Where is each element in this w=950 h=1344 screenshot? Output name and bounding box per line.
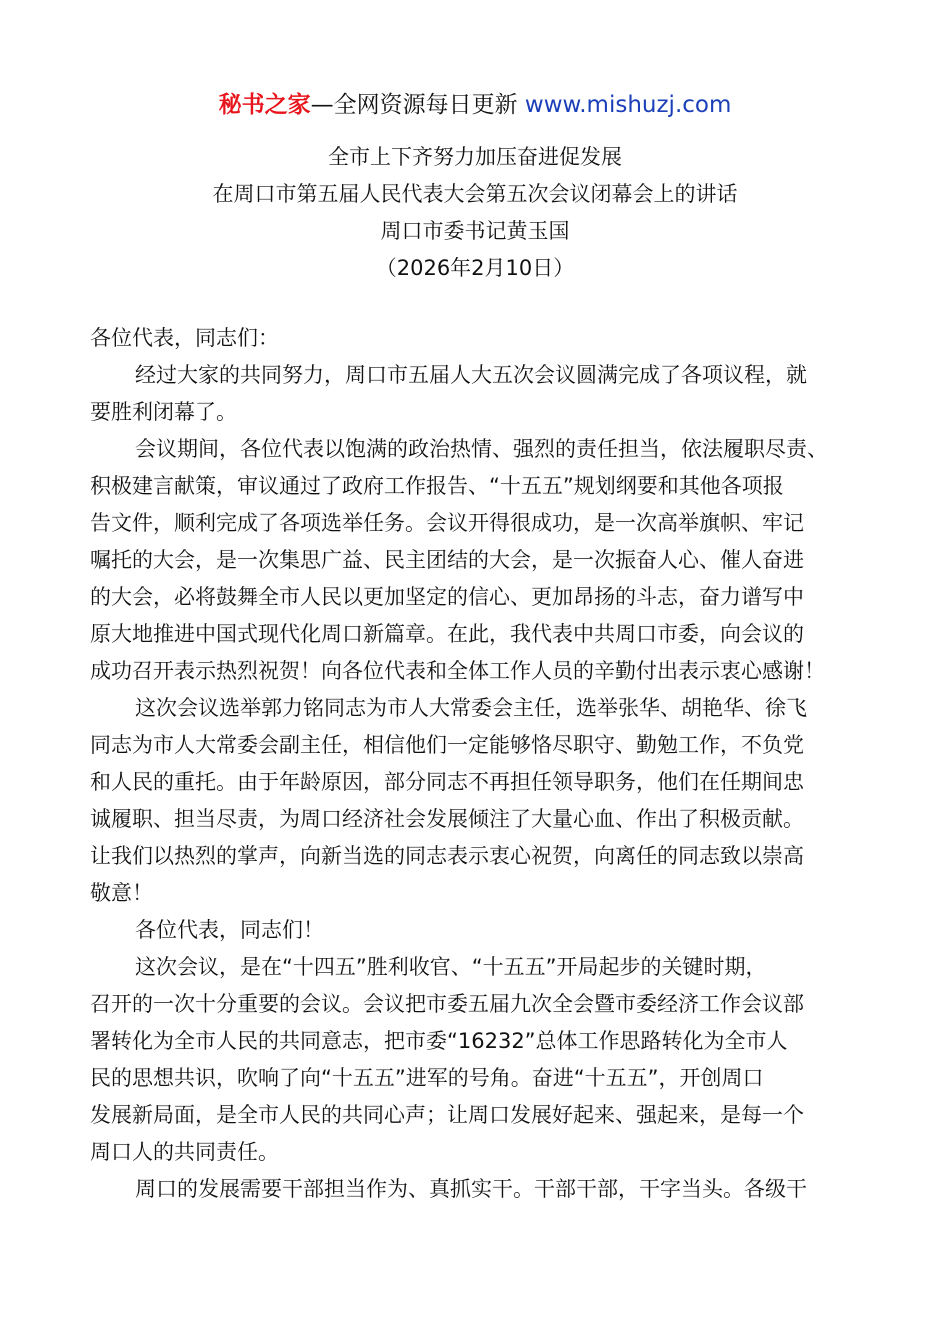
- document-titles: [0, 139, 950, 287]
- text-line: 嘱托的大会，是一次集思广益、民主团结的大会，是一次振奋人心、催人奋进: [90, 548, 804, 572]
- text-line: 这次会议，是在“十四五”胜利收官、“十五五”开局起步的关键时期，: [135, 955, 767, 979]
- text-line: 各位代表，同志们：: [90, 326, 279, 350]
- site-url[interactable]: www.mishuzj.com: [524, 92, 732, 118]
- text-line: 成功召开表示热烈祝贺！向各位代表和全体工作人员的辛勤付出表示衷心感谢！: [90, 659, 825, 683]
- text-line: 各位代表，同志们！: [135, 918, 324, 942]
- header-tagline: —全网资源每日更新: [310, 92, 518, 118]
- brand-name: 秘书之家: [218, 92, 311, 118]
- speaker-line: 周口市委书记黄玉国: [380, 219, 570, 243]
- text-line: 民的思想共识，吹响了向“十五五”进军的号角。奋进“十五五”，开创周口: [90, 1066, 764, 1090]
- text-line: 要胜利闭幕了。: [90, 400, 237, 424]
- text-line: 和人民的重托。由于年龄原因，部分同志不再担任领导职务，他们在任期间忠: [90, 770, 804, 794]
- text-line: 这次会议选举郭力铭同志为市人大常委会主任，选举张华、胡艳华、徐飞: [135, 696, 807, 720]
- text-line: 让我们以热烈的掌声，向新当选的同志表示衷心祝贺，向离任的同志致以崇高: [90, 844, 804, 868]
- text-line: 周口人的共同责任。: [90, 1140, 279, 1164]
- text-line: 积极建言献策，审议通过了政府工作报告、“十五五”规划纲要和其他各项报: [90, 474, 784, 498]
- site-header: [0, 88, 950, 122]
- text-line: 敬意！: [90, 881, 153, 905]
- text-line: 的大会，必将鼓舞全市人民以更加坚定的信心、更加昂扬的斗志，奋力谱写中: [90, 585, 804, 609]
- text-line: 经过大家的共同努力，周口市五届人大五次会议圆满完成了各项议程，就: [135, 363, 807, 387]
- text-line: 会议期间，各位代表以饱满的政治热情、强烈的责任担当，依法履职尽责、: [135, 437, 828, 461]
- text-line: 召开的一次十分重要的会议。会议把市委五届九次全会暨市委经济工作会议部: [90, 992, 804, 1016]
- text-line: 诚履职、担当尽责，为周口经济社会发展倾注了大量心血、作出了积极贡献。: [90, 807, 804, 831]
- date-line: （2026年2月10日）: [375, 256, 575, 280]
- text-line: 同志为市人大常委会副主任，相信他们一定能够恪尽职守、勤勉工作，不负党: [90, 733, 804, 757]
- speech-body: [90, 320, 870, 1208]
- document-title: 全市上下齐努力加压奋进促发展: [328, 145, 622, 169]
- document-subtitle: 在周口市第五届人民代表大会第五次会议闭幕会上的讲话: [212, 182, 738, 206]
- text-line: 原大地推进中国式现代化周口新篇章。在此，我代表中共周口市委，向会议的: [90, 622, 804, 646]
- text-line: 告文件，顺利完成了各项选举任务。会议开得很成功，是一次高举旗帜、牢记: [90, 511, 804, 535]
- text-line: 周口的发展需要干部担当作为、真抓实干。干部干部，干字当头。各级干: [135, 1177, 807, 1201]
- text-line: 发展新局面，是全市人民的共同心声；让周口发展好起来、强起来，是每一个: [90, 1103, 804, 1127]
- text-line: 署转化为全市人民的共同意志，把市委“16232”总体工作思路转化为全市人: [90, 1029, 788, 1053]
